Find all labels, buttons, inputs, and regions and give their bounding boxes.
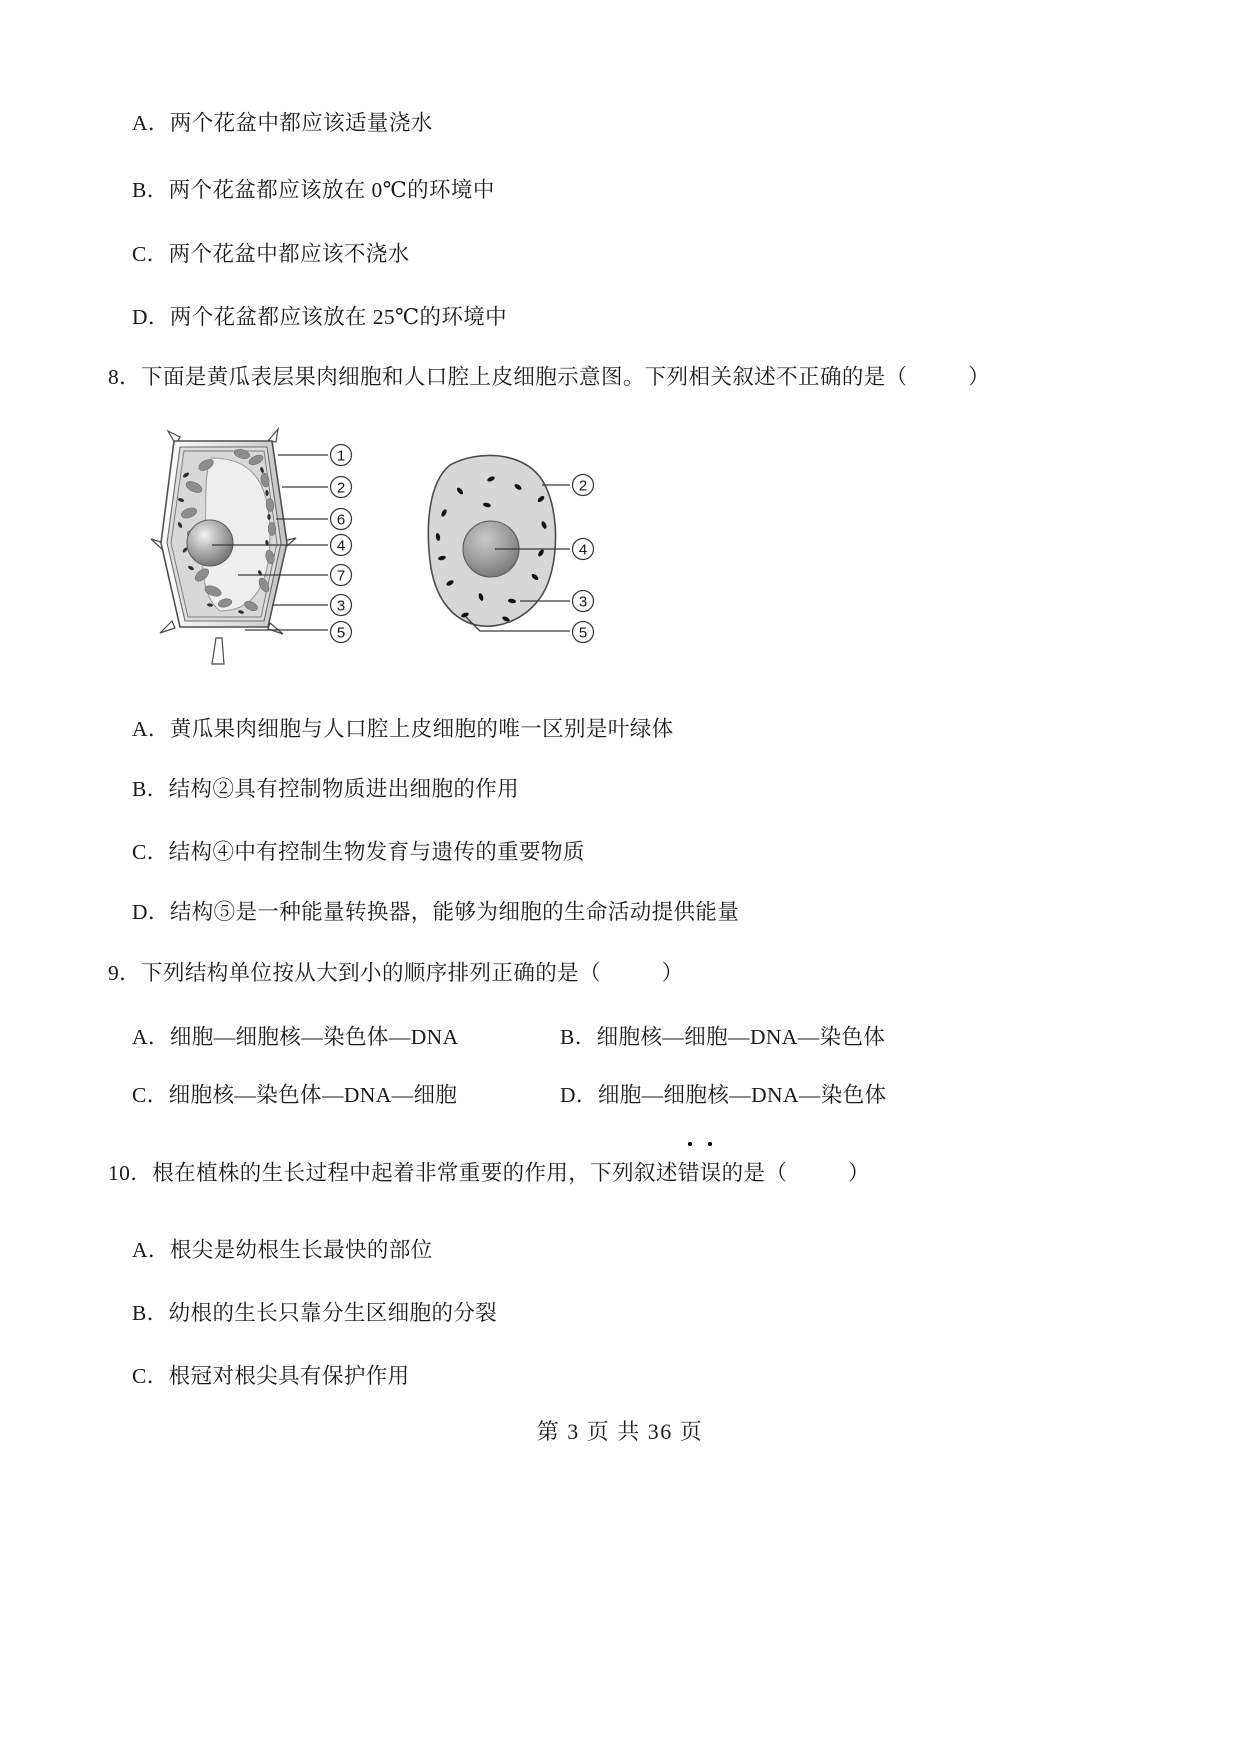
emphasis-dots <box>688 1142 712 1146</box>
page-footer: 第 3 页 共 36 页 <box>536 1419 704 1444</box>
q7-option-d: D．两个花盆都应该放在 25℃的环境中 <box>132 305 508 329</box>
svg-text:4: 4 <box>578 541 588 559</box>
q8-option-d: D．结构⑤是一种能量转换器，能够为细胞的生命活动提供能量 <box>132 900 740 924</box>
svg-text:5: 5 <box>578 624 588 642</box>
q9-option-a: A．细胞—细胞核—染色体—DNA <box>132 1025 459 1049</box>
animal-cell-label-markers <box>573 475 594 643</box>
question-9-stem-text: 9．下列结构单位按从大到小的顺序排列正确的是 <box>108 961 580 985</box>
question-10-stem <box>108 1158 875 1188</box>
question-8-stem-text: 8．下面是黄瓜表层果肉细胞和人口腔上皮细胞示意图。下列相关叙述不正确的是 <box>108 365 886 389</box>
svg-text:2: 2 <box>336 479 346 497</box>
question-8-answer-paren: （ ） <box>885 365 996 389</box>
svg-text:4: 4 <box>336 537 346 555</box>
svg-text:3: 3 <box>578 593 588 611</box>
q7-option-a: A．两个花盆中都应该适量浇水 <box>132 111 433 135</box>
cell-diagram-figure <box>150 425 620 670</box>
q9-option-b: B．细胞核—细胞—DNA—染色体 <box>560 1025 886 1049</box>
question-8-stem <box>108 362 996 392</box>
svg-text:7: 7 <box>336 567 346 585</box>
q8-option-b: B．结构②具有控制物质进出细胞的作用 <box>132 777 520 801</box>
plant-cell-drawing <box>151 429 296 664</box>
q7-option-c: C．两个花盆中都应该不浇水 <box>132 242 410 266</box>
plant-nucleus-shape <box>187 520 233 566</box>
q8-option-c: C．结构④中有控制生物发育与遗传的重要物质 <box>132 840 585 864</box>
q10-option-b: B．幼根的生长只靠分生区细胞的分裂 <box>132 1301 498 1325</box>
q9-option-c: C．细胞核—染色体—DNA—细胞 <box>132 1083 458 1107</box>
question-10-answer-paren: （ ） <box>765 1161 876 1185</box>
question-9-answer-paren: （ ） <box>579 961 690 985</box>
svg-text:6: 6 <box>336 511 346 529</box>
q10-option-a: A．根尖是幼根生长最快的部位 <box>132 1238 433 1262</box>
question-10-emphasis-text: 错误 <box>677 1161 722 1185</box>
question-10-emphasis <box>678 1158 722 1188</box>
q10-option-c: C．根冠对根尖具有保护作用 <box>132 1364 410 1388</box>
svg-text:5: 5 <box>336 624 346 642</box>
svg-text:3: 3 <box>336 597 346 615</box>
q7-option-b: B．两个花盆都应该放在 0℃的环境中 <box>132 178 495 202</box>
svg-text:2: 2 <box>578 477 588 495</box>
plant-cell-label-markers <box>331 445 352 643</box>
question-10-stem-after: 的是 <box>721 1161 766 1185</box>
question-10-stem-before: 10．根在植株的生长过程中起着非常重要的作用，下列叙述 <box>108 1161 678 1185</box>
q8-option-a: A．黄瓜果肉细胞与人口腔上皮细胞的唯一区别是叶绿体 <box>132 717 674 741</box>
q9-option-d: D．细胞—细胞核—DNA—染色体 <box>560 1083 887 1107</box>
svg-text:1: 1 <box>336 447 346 465</box>
question-9-stem <box>108 958 689 988</box>
